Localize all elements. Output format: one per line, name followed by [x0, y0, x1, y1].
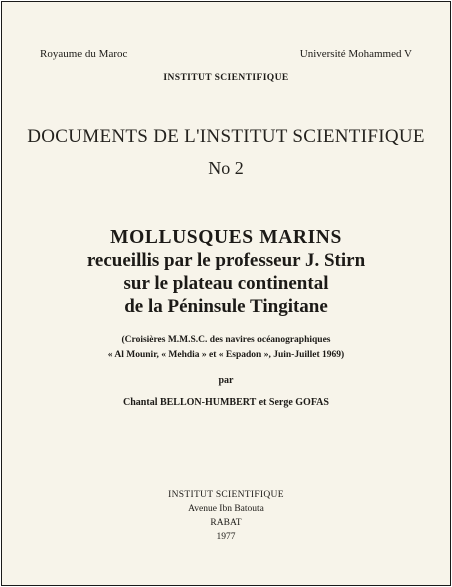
title-line-3: sur le plateau continental	[123, 273, 329, 294]
publisher-year: 1977	[216, 532, 236, 542]
publisher-city: RABAT	[210, 518, 242, 528]
authors: Chantal BELLON-HUMBERT et Serge GOFAS	[123, 397, 329, 408]
cruise-note	[2, 333, 450, 363]
university-label: Université Mohammed V	[299, 48, 412, 60]
kingdom-label: Royaume du Maroc	[40, 48, 128, 60]
publisher-block	[2, 488, 450, 544]
title-line-4: de la Péninsule Tingitane	[124, 296, 328, 317]
publisher-name: INSTITUT SCIENTIFIQUE	[168, 490, 284, 500]
series-number: No 2	[208, 158, 244, 178]
publisher-address: Avenue Ibn Batouta	[188, 504, 264, 514]
title-line-1: MOLLUSQUES MARINS	[110, 227, 342, 248]
series-title: DOCUMENTS DE L'INSTITUT SCIENTIFIQUE	[27, 126, 425, 147]
byline-par: par	[218, 375, 234, 386]
title-line-2: recueillis par le professeur J. Stirn	[86, 250, 366, 271]
institute-header: INSTITUT SCIENTIFIQUE	[163, 73, 289, 83]
document-title	[2, 226, 450, 318]
document-page	[1, 1, 451, 586]
cruise-line-2: « Al Mounir, « Mehdia » et « Espadon », Juin-Juillet 1969)	[107, 350, 345, 360]
cruise-line-1: (Croisières M.M.S.C. des navires océanographiques	[121, 335, 331, 345]
top-header-row	[40, 48, 412, 60]
